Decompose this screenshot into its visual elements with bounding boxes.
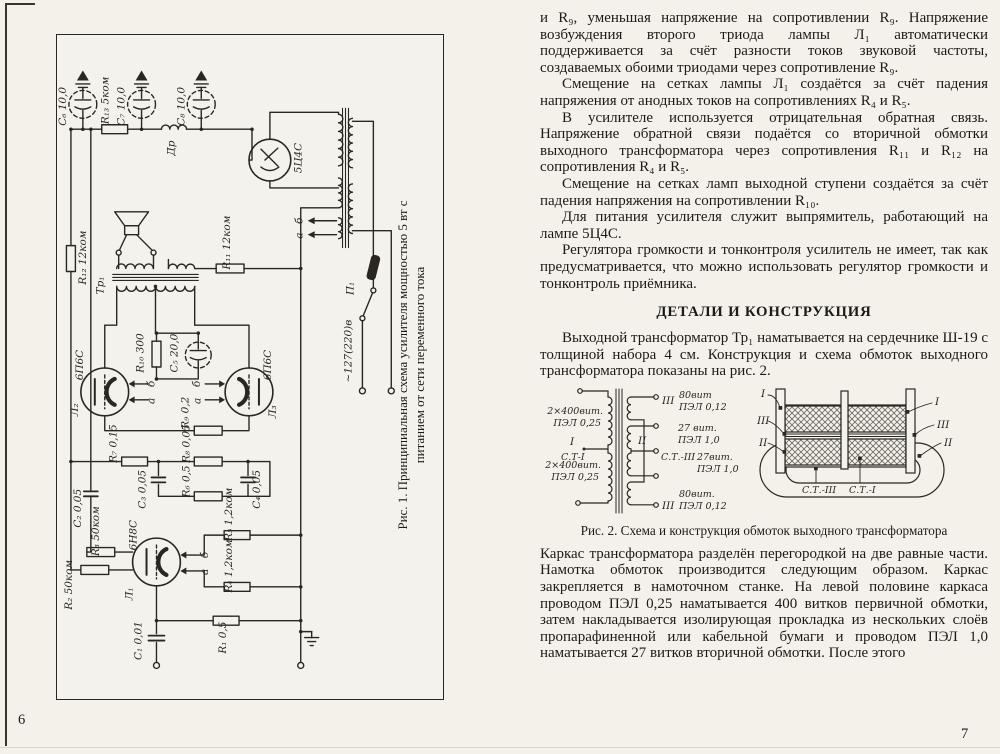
resistor-r10 (152, 341, 161, 367)
page-number-right: 7 (961, 726, 969, 742)
paragraph: Выходной трансформатор Тр₁ наматывается на сердечнике Ш-19 с толщиной набора 4 см. Конструкция и схема обмоток выходного трансформатора показаны на рис. 2. (540, 330, 988, 380)
book-edge-bottom (0, 747, 1000, 748)
label-w4-turns: 27 вит. (678, 422, 717, 434)
chassis-ground-icon (305, 632, 319, 646)
label-r6: R₆ 0,5 (180, 465, 193, 498)
input-tube-l1 (133, 538, 187, 586)
label-r1: R₁ 0,5 (217, 621, 230, 654)
label-p1: П₁ (344, 281, 357, 296)
label-l3: Л₃ (266, 405, 279, 419)
label-left-iii: III (757, 414, 770, 427)
label-c2: C₂ 0,05 (71, 488, 84, 528)
page-right (540, 10, 988, 662)
label-r10: R₁₀ 300 (134, 333, 147, 373)
label-left-i: I (761, 387, 766, 400)
label-tap-b: б (293, 217, 306, 224)
label-r8: R₈ 0,05 (180, 424, 193, 463)
figure2-winding-schematic (544, 383, 756, 521)
label-l2: Л₂ (68, 403, 81, 417)
figure2-caption: Рис. 2. Схема и конструкция обмоток выходного трансформатора (580, 522, 948, 538)
label-grid-a-l2: а (145, 397, 158, 404)
figure1-frame (56, 34, 444, 700)
resistor-r7 (122, 457, 148, 466)
label-w5-turns: 27вит. (697, 451, 733, 463)
book-edge-left (5, 3, 7, 746)
label-c5: C₅ 20,0 (168, 333, 181, 373)
page-number-left: 6 (18, 712, 26, 728)
label-w5-wire: ПЭЛ 1,0 (697, 463, 739, 475)
mains-terminal (388, 388, 394, 394)
label-right-iii: III (937, 418, 950, 431)
mains-terminal (359, 388, 365, 394)
label-ct-i-bottom: С.Т.-I (849, 484, 876, 496)
capacitor-c1 (149, 636, 165, 641)
label-6p6s-l2: 6П6С (73, 349, 86, 381)
resistor-r12 (66, 246, 75, 272)
figure1-schematic (57, 35, 443, 699)
figure2 (540, 383, 988, 521)
label-ct-i: С.Т-I (561, 451, 585, 463)
label-w6-wire: ПЭЛ 0,12 (679, 500, 727, 512)
paragraph: и R₉, уменьшая напряжение на сопротивлении R₉. Напряжение возбуждения второго триода лампы Л₁ автоматически поддерживается за счёт разности токов звуковой частоты, создаваемых обоими триодами через сопротивление R₉. (540, 10, 988, 76)
output-tube-l2 (81, 368, 135, 416)
label-w3-turns: 80вит (679, 389, 712, 401)
label-num-iii-bot: III (662, 499, 675, 512)
mains-switch (360, 288, 376, 321)
figure1-caption-line2: питанием от сети переменного тока (412, 266, 428, 464)
label-grid-b-l3: б (191, 380, 204, 388)
label-grid-b-l2: б (145, 380, 158, 388)
label-tr1: Тр₁ (94, 276, 107, 295)
resistor-r9 (194, 426, 222, 435)
label-w6-turns: 80вит. (679, 488, 715, 500)
ground-icon (76, 71, 208, 88)
label-w4-wire: ПЭЛ 1,0 (678, 434, 720, 446)
input-terminal (154, 662, 160, 668)
core (616, 389, 622, 513)
paragraph: Каркас трансформатора разделён перегородкой на две равные части. Намотка обмоток производится следующим образом. Каркас закрепляется в намоточном станке. На левой половине каркаса проводом ПЭЛ 0,25 наматывается 400 витков первичной обмотки, затем накладывается изолирующая прокладка из нескольких слоёв пропарафиненной или кабельной бумаги и проводом ПЭЛ 1,0 наматывается 27 витков вторичной обмотки. После этого (540, 545, 988, 662)
figure2-bobbin-drawing (756, 383, 966, 521)
rectifier-tube (249, 139, 291, 181)
label-r7: R₇ 0,15 (107, 424, 120, 463)
label-r2: R₂ 50ком (62, 559, 75, 610)
label-r9: R₉ 0,2 (179, 396, 192, 429)
label-w2-wire: ПЭЛ 0,25 (551, 471, 599, 483)
label-c4: C₄ 0,05 (250, 469, 263, 509)
label-r11: R₁₁ 12ком (221, 215, 234, 270)
capacitor-c3 (152, 477, 166, 482)
power-transformer (308, 108, 353, 247)
label-w1-turns: 2×400вит. (547, 405, 603, 417)
label-right-ii: II (944, 436, 953, 449)
paragraph: В усилителе используется отрицательная обратная связь. Напряжение обратной связи подаётся со вторичной обмотки выходного трансформатора через сопротивления R₁₁ и R₁₂ на сопротивления R₄ и R₅. (540, 109, 988, 176)
paragraph: Регулятора громкости и тонконтроля усилитель не имеет, так как предусматривается, что можно использовать регулятор громкости и тонконтроль приёмника. (540, 242, 988, 292)
resistor-r2 (81, 565, 109, 574)
label-r3: R₃ 50ком (89, 506, 102, 557)
label-w1-wire: ПЭЛ 0,25 (553, 417, 601, 429)
label-l1: Л₁ (123, 587, 136, 601)
label-num-i: I (570, 435, 575, 448)
label-w2-turns: 2×400вит. (545, 459, 601, 471)
capacitor-c2 (84, 491, 98, 496)
label-mains: ~127(220)в (342, 319, 355, 383)
label-c6: C₆ 10,0 (57, 86, 69, 126)
winding-block (776, 389, 915, 473)
label-grid-a-l1: а (199, 568, 212, 576)
label-dr: Др (165, 140, 178, 156)
label-grid-b-l1: б (199, 551, 212, 559)
paragraph: Смещение на сетках ламп выходной ступени создаётся за счёт падения напряжения на сопротивлении R₁₀. (540, 175, 988, 209)
label-c1: C₁ 0,01 (132, 621, 145, 660)
label-kenotron: 5Ц4С (292, 142, 305, 174)
fuse (367, 255, 380, 280)
label-grid-a-l3: а (191, 397, 204, 404)
label-r13: R₁₃ 5ком (99, 76, 112, 125)
label-w3-wire: ПЭЛ 0,12 (679, 401, 727, 413)
input-terminal (298, 662, 304, 668)
figure1-caption-line1: Рис. 1. Принципиальная схема усилителя мощностью 5 вт с (395, 200, 411, 530)
label-6n8s: 6Н8С (127, 519, 140, 551)
label-r12: R₁₂ 12ком (76, 230, 89, 285)
label-num-iii-top: III (662, 394, 675, 407)
label-tap-a: а (293, 232, 306, 239)
paragraph: Смещение на сетках лампы Л₁ создаётся за счёт падения напряжения от анодных токов на сопротивлениях R₄ и R₅. (540, 76, 988, 109)
section-heading: ДЕТАЛИ И КОНСТРУКЦИЯ (656, 304, 872, 321)
label-c8: C₈ 10,0 (175, 86, 188, 126)
label-c7: C₇ 10,0 (115, 86, 128, 126)
label-right-i: I (935, 395, 940, 408)
label-c3: C₃ 0,05 (136, 469, 149, 509)
speaker-icon (115, 212, 156, 255)
label-left-ii: II (759, 436, 768, 449)
label-6p6s-l3: 6П6С (261, 349, 274, 381)
label-ct-iii: С.Т.-III (661, 451, 696, 463)
paragraph: Для питания усилителя служит выпрямитель, работающий на лампе 5Ц4С. (540, 209, 988, 242)
label-num-ii: II (638, 434, 647, 447)
label-r4: R₄ 1,2ком (223, 539, 236, 593)
resistor-r6 (194, 492, 222, 501)
resistor-r8 (194, 457, 222, 466)
label-ct-iii-bottom: С.Т.-III (802, 484, 837, 496)
book-edge-top (5, 3, 35, 5)
label-r5: R₅ 1,2ком (223, 487, 236, 541)
